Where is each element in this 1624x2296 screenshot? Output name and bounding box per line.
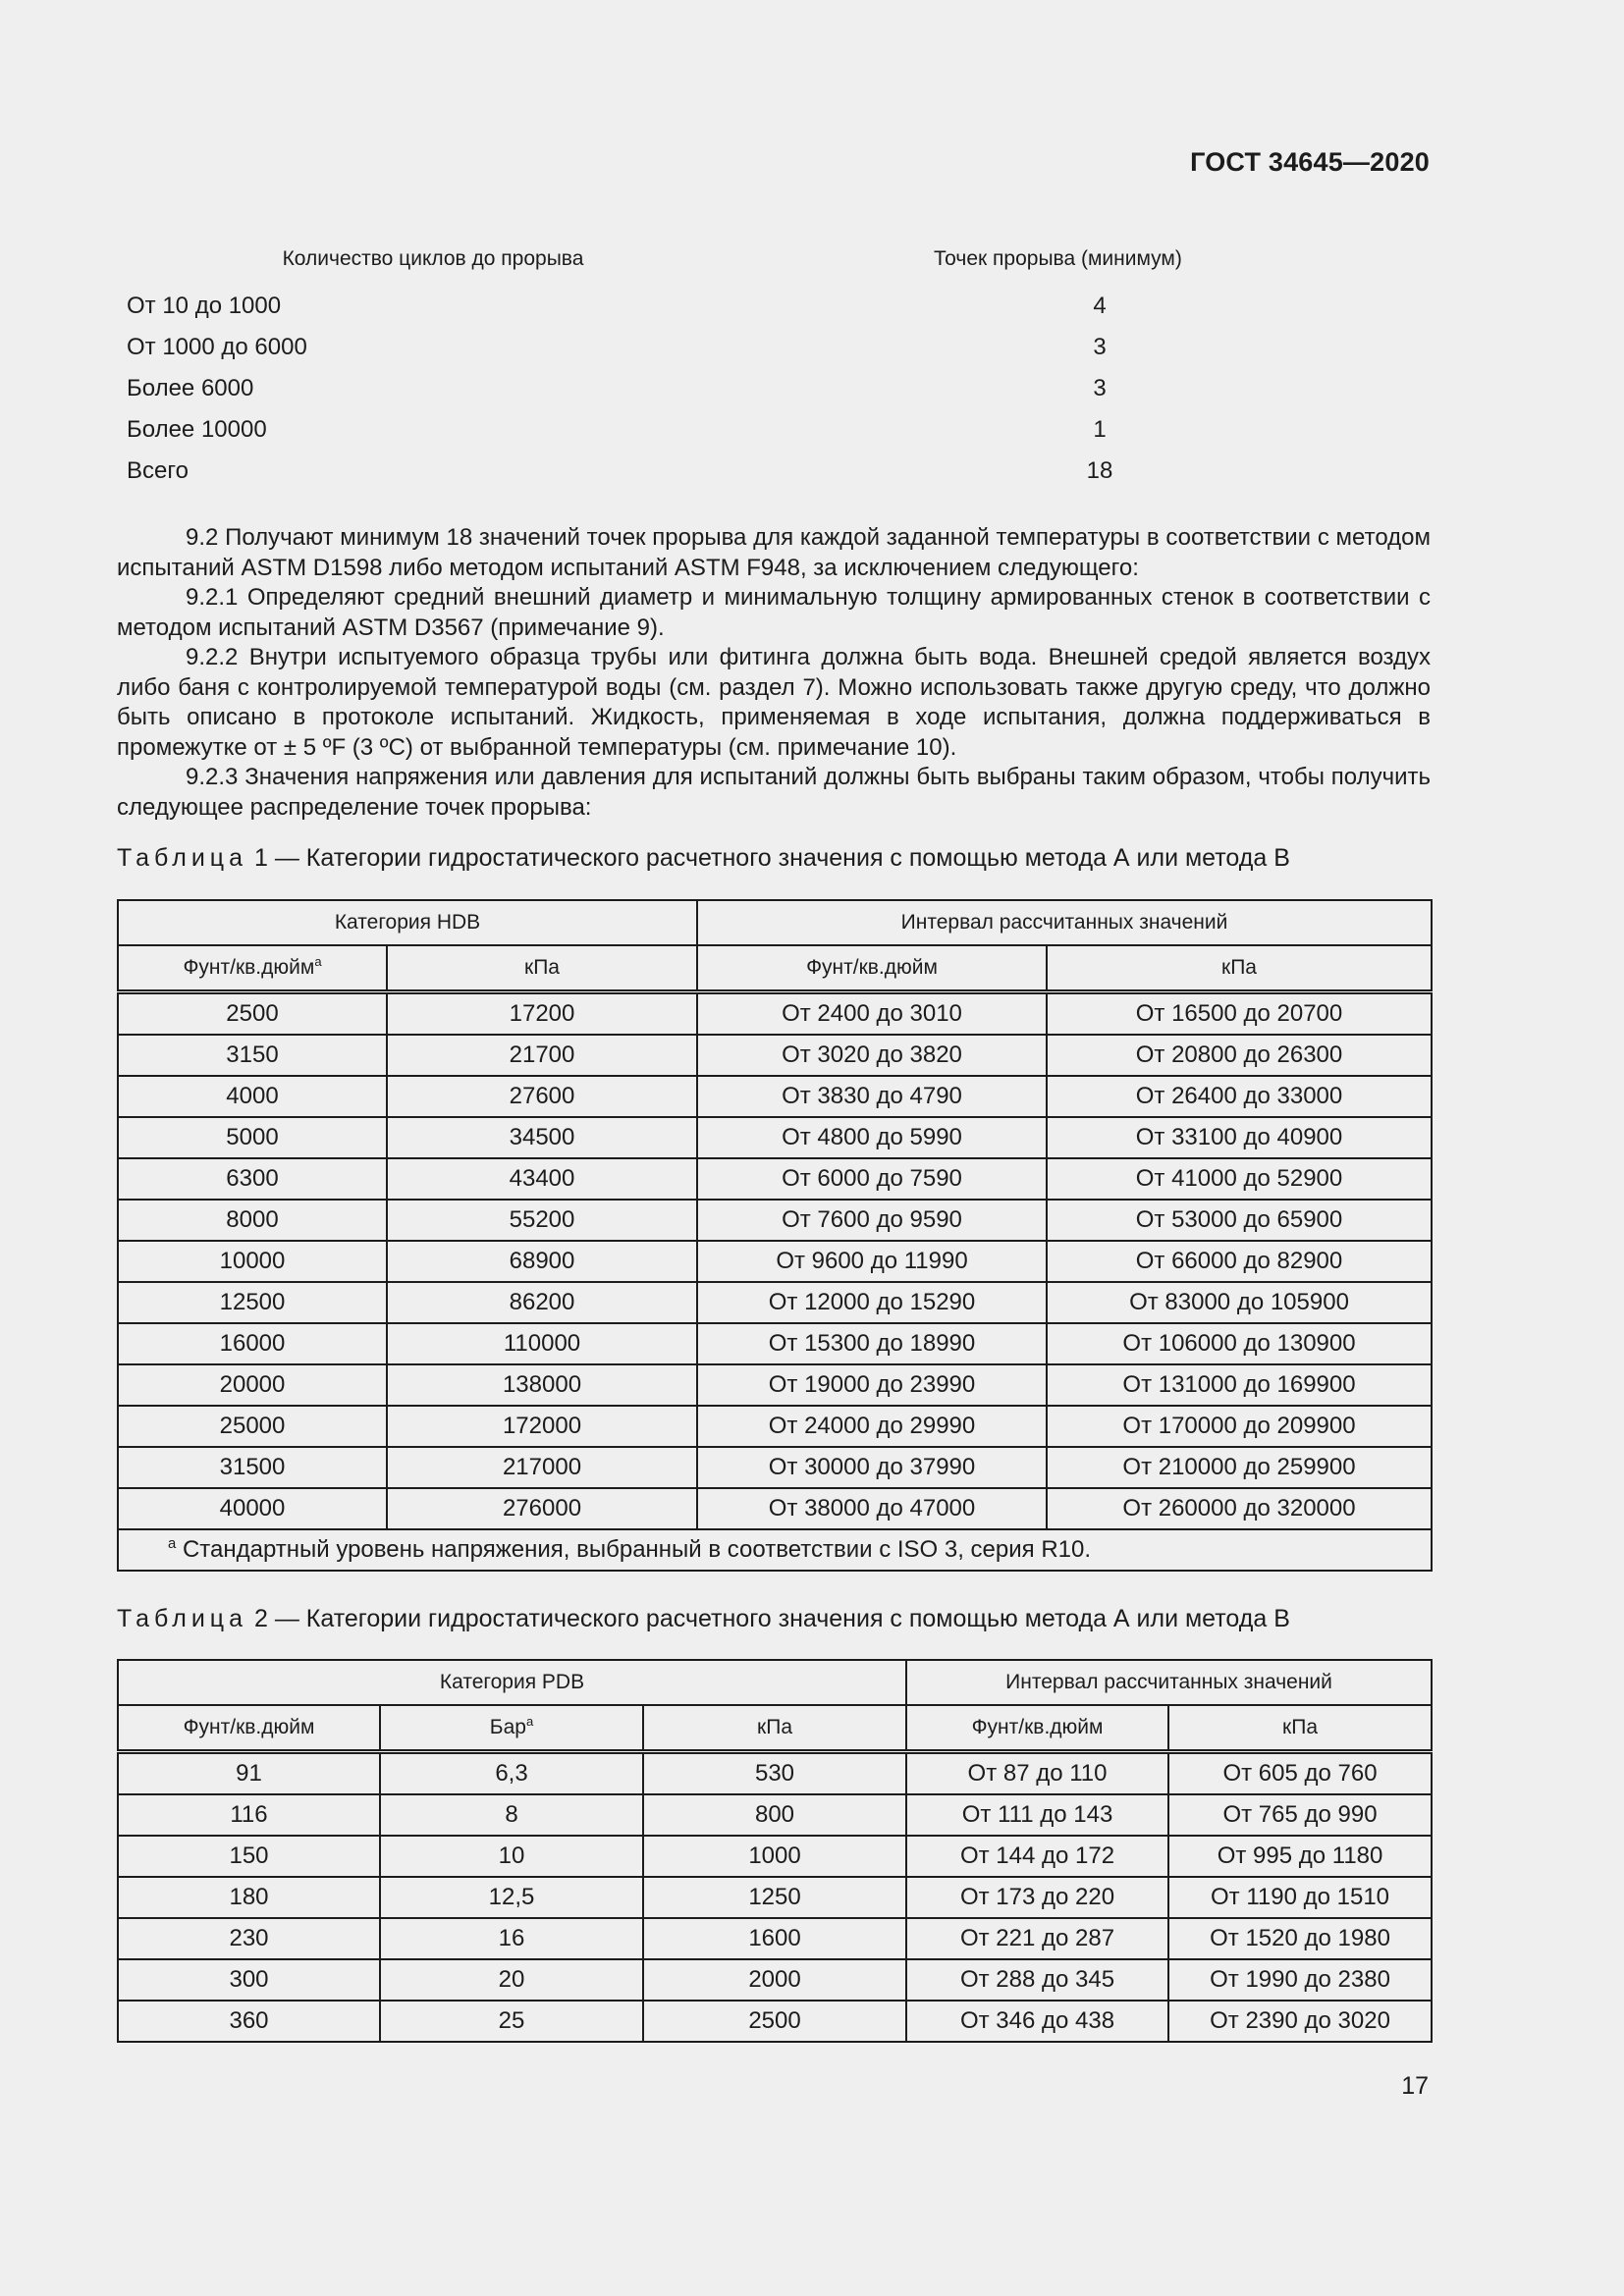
cell-pdb-bar: 20 bbox=[380, 1959, 643, 2001]
cycles-row bbox=[117, 375, 1431, 416]
cell-pdb-bar: 6,3 bbox=[380, 1752, 643, 1795]
cell-range-kpa: От 16500 до 20700 bbox=[1047, 992, 1432, 1036]
cell-hdb-psi: 25000 bbox=[118, 1406, 387, 1447]
cell-hdb-psi: 20000 bbox=[118, 1364, 387, 1406]
cell-hdb-psi: 4000 bbox=[118, 1076, 387, 1117]
cell-pdb-bar: 25 bbox=[380, 2001, 643, 2042]
cell-range-kpa: От 106000 до 130900 bbox=[1047, 1323, 1432, 1364]
cell-hdb-psi: 2500 bbox=[118, 992, 387, 1036]
cycles-rows bbox=[117, 293, 1431, 499]
cell-pdb-bar: 16 bbox=[380, 1918, 643, 1959]
cell-pdb-psi: 150 bbox=[118, 1836, 380, 1877]
cycles-header-points: Точек прорыва (минимум) bbox=[934, 247, 1182, 270]
cell-range-kpa: От 995 до 1180 bbox=[1168, 1836, 1432, 1877]
cell-hdb-kpa: 68900 bbox=[387, 1241, 697, 1282]
table2-header-range-psi: Фунт/кв.дюйм bbox=[906, 1705, 1168, 1752]
cell-range-kpa: От 765 до 990 bbox=[1168, 1794, 1432, 1836]
cell-pdb-psi: 300 bbox=[118, 1959, 380, 2001]
cycles-points: 3 bbox=[1093, 334, 1107, 360]
table-row bbox=[118, 1877, 1432, 1918]
cycles-points: 18 bbox=[1086, 457, 1113, 484]
cell-range-psi: От 12000 до 15290 bbox=[697, 1282, 1047, 1323]
cell-hdb-psi: 16000 bbox=[118, 1323, 387, 1364]
cell-range-psi: От 87 до 110 bbox=[906, 1752, 1168, 1795]
table1-caption-title: — Категории гидростатического расчетного значения с помощью метода А или метода В bbox=[267, 844, 1290, 872]
cell-range-psi: От 24000 до 29990 bbox=[697, 1406, 1047, 1447]
table-row bbox=[118, 1447, 1432, 1488]
cell-range-psi: От 173 до 220 bbox=[906, 1877, 1168, 1918]
cell-hdb-kpa: 86200 bbox=[387, 1282, 697, 1323]
page-number: 17 bbox=[1401, 2072, 1429, 2100]
cell-pdb-psi: 116 bbox=[118, 1794, 380, 1836]
cell-range-psi: От 346 до 438 bbox=[906, 2001, 1168, 2042]
cell-pdb-kpa: 2000 bbox=[643, 1959, 906, 2001]
cell-range-psi: От 6000 до 7590 bbox=[697, 1158, 1047, 1200]
table-row bbox=[118, 1282, 1432, 1323]
cell-range-kpa: От 41000 до 52900 bbox=[1047, 1158, 1432, 1200]
table1-body bbox=[118, 992, 1432, 1530]
cell-range-psi: От 9600 до 11990 bbox=[697, 1241, 1047, 1282]
cycles-range: Более 10000 bbox=[127, 416, 267, 443]
table2-header-psi: Фунт/кв.дюйм bbox=[118, 1705, 380, 1752]
cell-range-psi: От 111 до 143 bbox=[906, 1794, 1168, 1836]
table1-header-range-kpa: кПа bbox=[1047, 945, 1432, 992]
cell-hdb-psi: 31500 bbox=[118, 1447, 387, 1488]
cell-hdb-psi: 5000 bbox=[118, 1117, 387, 1158]
cycles-range: От 1000 до 6000 bbox=[127, 334, 307, 360]
table1-header-range-psi: Фунт/кв.дюйм bbox=[697, 945, 1047, 992]
cell-range-psi: От 221 до 287 bbox=[906, 1918, 1168, 1959]
cell-hdb-psi: 40000 bbox=[118, 1488, 387, 1529]
cycles-header-count: Количество циклов до прорыва bbox=[282, 247, 584, 270]
cell-pdb-kpa: 2500 bbox=[643, 2001, 906, 2042]
cycles-header bbox=[117, 247, 1431, 283]
table-hdb bbox=[117, 899, 1433, 1572]
table1-caption-number: 1 bbox=[253, 844, 268, 872]
cell-hdb-kpa: 110000 bbox=[387, 1323, 697, 1364]
table-row bbox=[118, 1035, 1432, 1076]
cell-range-kpa: От 170000 до 209900 bbox=[1047, 1406, 1432, 1447]
table2-header-range-kpa: кПа bbox=[1168, 1705, 1432, 1752]
table-row bbox=[118, 1323, 1432, 1364]
table1-group-interval: Интервал рассчитанных значений bbox=[697, 900, 1432, 945]
cycles-row bbox=[117, 416, 1431, 457]
table-row bbox=[118, 1488, 1432, 1529]
table1-header-psi: Фунт/кв.дюйм$^a$ bbox=[118, 945, 387, 992]
cycles-row bbox=[117, 334, 1431, 375]
table2-group-interval: Интервал рассчитанных значений bbox=[906, 1660, 1432, 1705]
cell-range-psi: От 2400 до 3010 bbox=[697, 992, 1047, 1036]
cell-hdb-psi: 10000 bbox=[118, 1241, 387, 1282]
table-row bbox=[118, 1117, 1432, 1158]
table2-body bbox=[118, 1752, 1432, 2043]
table-row bbox=[118, 1406, 1432, 1447]
cell-hdb-kpa: 217000 bbox=[387, 1447, 697, 1488]
table-row bbox=[118, 1241, 1432, 1282]
table-row bbox=[118, 1752, 1432, 1795]
cell-hdb-kpa: 17200 bbox=[387, 992, 697, 1036]
cell-pdb-kpa: 1000 bbox=[643, 1836, 906, 1877]
cycles-range: Более 6000 bbox=[127, 375, 254, 401]
table-row bbox=[118, 1200, 1432, 1241]
cycles-row bbox=[117, 457, 1431, 499]
cell-pdb-kpa: 800 bbox=[643, 1794, 906, 1836]
cell-hdb-kpa: 27600 bbox=[387, 1076, 697, 1117]
table2-group-pdb: Категория PDB bbox=[118, 1660, 906, 1705]
table1-footnote-mark: a bbox=[168, 1536, 177, 1552]
cell-hdb-psi: 8000 bbox=[118, 1200, 387, 1241]
table2-header-kpa: кПа bbox=[643, 1705, 906, 1752]
table1-footnote-text: Стандартный уровень напряжения, выбранный в соответствии с ISO 3, серия R10. bbox=[176, 1536, 1092, 1563]
table-row bbox=[118, 2001, 1432, 2042]
cell-range-kpa: От 83000 до 105900 bbox=[1047, 1282, 1432, 1323]
cell-range-psi: От 3020 до 3820 bbox=[697, 1035, 1047, 1076]
table-row bbox=[118, 1918, 1432, 1959]
cell-range-kpa: От 53000 до 65900 bbox=[1047, 1200, 1432, 1241]
cell-range-psi: От 15300 до 18990 bbox=[697, 1323, 1047, 1364]
cell-hdb-kpa: 34500 bbox=[387, 1117, 697, 1158]
cell-range-psi: От 30000 до 37990 bbox=[697, 1447, 1047, 1488]
cycles-range: От 10 до 1000 bbox=[127, 293, 282, 319]
table2-header-bar-note: a bbox=[525, 1714, 534, 1729]
cell-range-kpa: От 26400 до 33000 bbox=[1047, 1076, 1432, 1117]
cycles-points: 3 bbox=[1093, 375, 1107, 401]
table2-caption-title: — Категории гидростатического расчетного значения с помощью метода А или метода В bbox=[267, 1605, 1290, 1632]
cell-range-kpa: От 66000 до 82900 bbox=[1047, 1241, 1432, 1282]
cell-range-psi: От 3830 до 4790 bbox=[697, 1076, 1047, 1117]
table-row bbox=[118, 1364, 1432, 1406]
cell-pdb-bar: 10 bbox=[380, 1836, 643, 1877]
table2-caption-word: Таблица bbox=[117, 1605, 248, 1632]
table2-caption-number: 2 bbox=[253, 1605, 268, 1632]
cell-range-psi: От 288 до 345 bbox=[906, 1959, 1168, 2001]
cell-hdb-psi: 6300 bbox=[118, 1158, 387, 1200]
table-row bbox=[118, 1158, 1432, 1200]
cell-range-kpa: От 1520 до 1980 bbox=[1168, 1918, 1432, 1959]
cell-hdb-kpa: 21700 bbox=[387, 1035, 697, 1076]
cell-hdb-kpa: 43400 bbox=[387, 1158, 697, 1200]
cell-range-psi: От 4800 до 5990 bbox=[697, 1117, 1047, 1158]
table1-footnote bbox=[118, 1529, 1432, 1571]
table2-caption bbox=[117, 1605, 1290, 1633]
cell-pdb-psi: 360 bbox=[118, 2001, 380, 2042]
cell-hdb-kpa: 55200 bbox=[387, 1200, 697, 1241]
cell-range-kpa: От 260000 до 320000 bbox=[1047, 1488, 1432, 1529]
table1-caption bbox=[117, 844, 1290, 873]
body-text bbox=[117, 523, 1431, 823]
table-row bbox=[118, 992, 1432, 1036]
document-code: ГОСТ 34645—2020 bbox=[1190, 147, 1430, 177]
cell-range-psi: От 7600 до 9590 bbox=[697, 1200, 1047, 1241]
cell-range-kpa: От 1990 до 2380 bbox=[1168, 1959, 1432, 2001]
cycles-points: 1 bbox=[1093, 416, 1107, 443]
cell-pdb-bar: 8 bbox=[380, 1794, 643, 1836]
table-row bbox=[118, 1959, 1432, 2001]
cell-hdb-psi: 3150 bbox=[118, 1035, 387, 1076]
paragraph-9-2: 9.2 Получают минимум 18 значений точек прорыва для каждой заданной температуры в соответствии с методом испытаний ASTM D1598 либо методом испытаний ASTM F948, за исключением следующего: bbox=[117, 524, 1431, 581]
paragraph-9-2-3: 9.2.3 Значения напряжения или давления для испытаний должны быть выбраны таким образом, чтобы получить следующее распределение точек прорыва: bbox=[117, 764, 1431, 821]
cell-range-kpa: От 605 до 760 bbox=[1168, 1752, 1432, 1795]
cell-range-psi: От 38000 до 47000 bbox=[697, 1488, 1047, 1529]
cell-hdb-psi: 12500 bbox=[118, 1282, 387, 1323]
cell-range-kpa: От 1190 до 1510 bbox=[1168, 1877, 1432, 1918]
cell-hdb-kpa: 172000 bbox=[387, 1406, 697, 1447]
table1-caption-word: Таблица bbox=[117, 844, 248, 872]
cell-range-psi: От 144 до 172 bbox=[906, 1836, 1168, 1877]
cell-pdb-kpa: 1600 bbox=[643, 1918, 906, 1959]
cell-range-psi: От 19000 до 23990 bbox=[697, 1364, 1047, 1406]
cell-range-kpa: От 33100 до 40900 bbox=[1047, 1117, 1432, 1158]
table-row bbox=[118, 1794, 1432, 1836]
table1-header-psi-note: a bbox=[314, 954, 322, 969]
cell-pdb-bar: 12,5 bbox=[380, 1877, 643, 1918]
cycles-range: Всего bbox=[127, 457, 189, 484]
cycles-row bbox=[117, 293, 1431, 334]
cell-pdb-kpa: 1250 bbox=[643, 1877, 906, 1918]
cell-hdb-kpa: 276000 bbox=[387, 1488, 697, 1529]
cell-range-kpa: От 20800 до 26300 bbox=[1047, 1035, 1432, 1076]
cell-range-kpa: От 131000 до 169900 bbox=[1047, 1364, 1432, 1406]
cell-range-kpa: От 210000 до 259900 bbox=[1047, 1447, 1432, 1488]
table1-header-kpa: кПа bbox=[387, 945, 697, 992]
cell-pdb-psi: 180 bbox=[118, 1877, 380, 1918]
cell-pdb-psi: 91 bbox=[118, 1752, 380, 1795]
cell-range-kpa: От 2390 до 3020 bbox=[1168, 2001, 1432, 2042]
cell-pdb-kpa: 530 bbox=[643, 1752, 906, 1795]
table-row bbox=[118, 1836, 1432, 1877]
cycles-points: 4 bbox=[1093, 293, 1107, 319]
paragraph-9-2-2: 9.2.2 Внутри испытуемого образца трубы или фитинга должна быть вода. Внешней средой является воздух либо баня с контролируемой температурой воды (см. раздел 7). Можно использовать также другую среду, что должно быть описано в протоколе испытаний. Жидкость, применяемая в ходе испытания, должна поддерживаться в промежутке от ± 5 ºF (3 ºC) от выбранной температуры (см. примечание 10). bbox=[117, 644, 1431, 761]
cell-pdb-psi: 230 bbox=[118, 1918, 380, 1959]
paragraph-9-2-1: 9.2.1 Определяют средний внешний диаметр и минимальную толщину армированных стенок в соответствии с методом испытаний ASTM D3567 (примечание 9). bbox=[117, 584, 1431, 641]
table-row bbox=[118, 1076, 1432, 1117]
table-pdb bbox=[117, 1659, 1433, 2043]
cycles-table bbox=[117, 247, 1431, 499]
table2-header-bar: Бар$^a$ bbox=[380, 1705, 643, 1752]
table1-group-hdb: Категория HDB bbox=[118, 900, 697, 945]
cell-hdb-kpa: 138000 bbox=[387, 1364, 697, 1406]
